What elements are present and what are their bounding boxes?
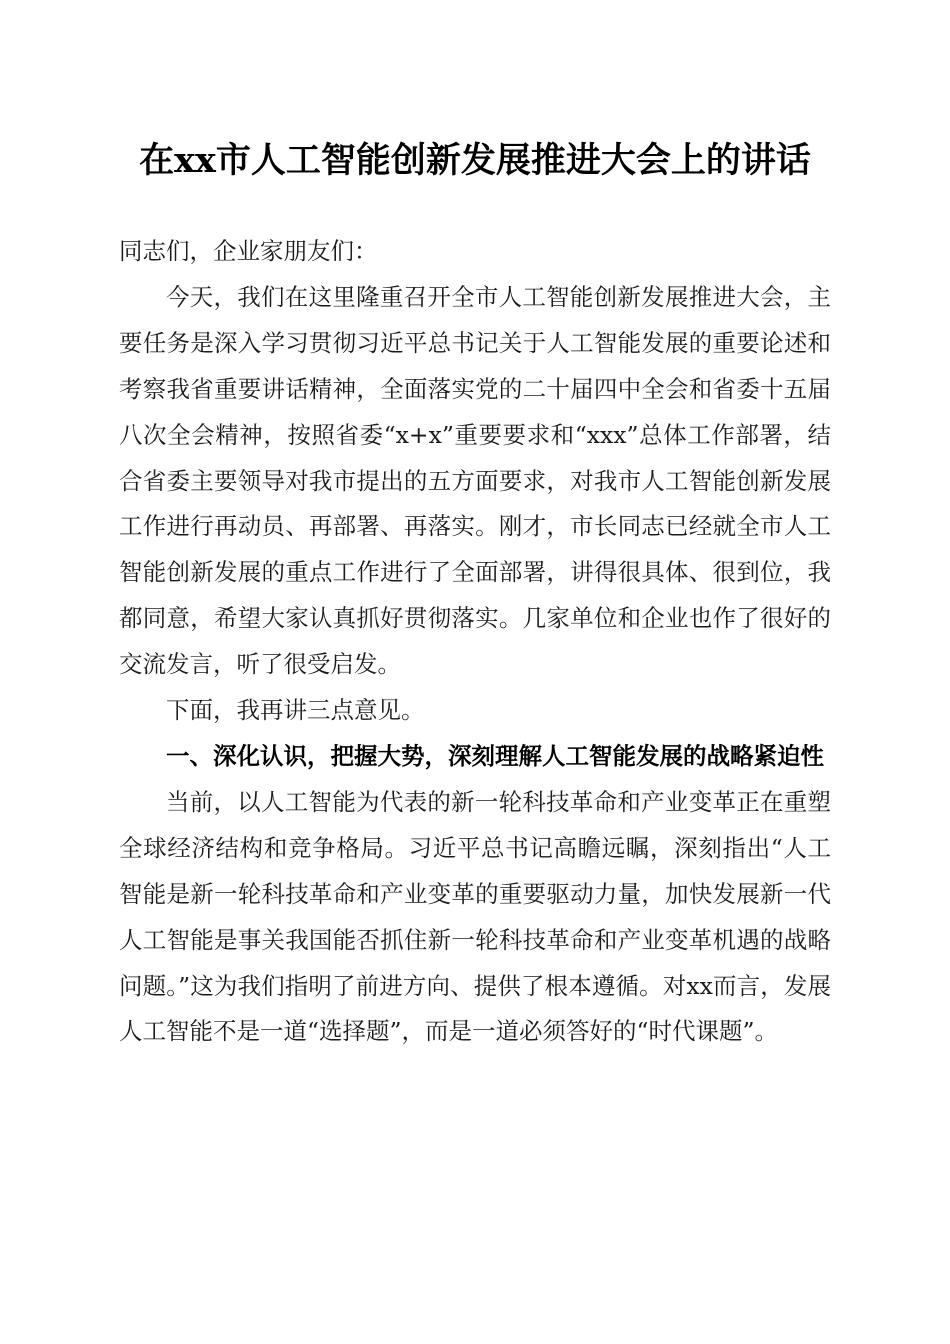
paragraph-opening: 今天，我们在这里隆重召开全市人工智能创新发展推进大会，主要任务是深入学习贯彻习近平总书记关于人工智能发展的重要论述和考察我省重要讲话精神，全面落实党的二十届四中全会和省委十五届八次全会精神，按照省委“x+x”重要要求和“xxx”总体工作部署，结合省委主要领导对我市提出的五方面要求，对我市人工智能创新发展工作进行再动员、再部署、再落实。刚才，市长同志已经就全市人工智能创新发展的重点工作进行了全面部署，讲得很具体、很到位，我都同意，希望大家认真抓好贯彻落实。几家单位和企业也作了很好的交流发言，听了很受启发。 — [119, 282, 831, 679]
document-title: 在xx市人工智能创新发展推进大会上的讲话 — [139, 140, 811, 181]
paragraph-transition: 下面，我再讲三点意见。 — [166, 696, 425, 725]
section-heading-1: 一、深化认识，把握大势，深刻理解人工智能发展的战略紧迫性 — [166, 741, 824, 770]
document-body — [119, 229, 831, 1055]
section-1-paragraph: 当前，以人工智能为代表的新一轮科技革命和产业变革正在重塑全球经济结构和竞争格局。习近平总书记高瞻远瞩，深刻指出“人工智能是新一轮科技革命和产业变革的重要驱动力量，加快发展新一代人工智能是事关我国能否抓住新一轮科技革命和产业变革机遇的战略问题。”这为我们指明了前进方向、提供了根本遵循。对xx而言，发展人工智能不是一道“选择题”，而是一道必须答好的“时代课题”。 — [119, 787, 831, 1046]
salutation: 同志们，企业家朋友们： — [119, 237, 378, 265]
